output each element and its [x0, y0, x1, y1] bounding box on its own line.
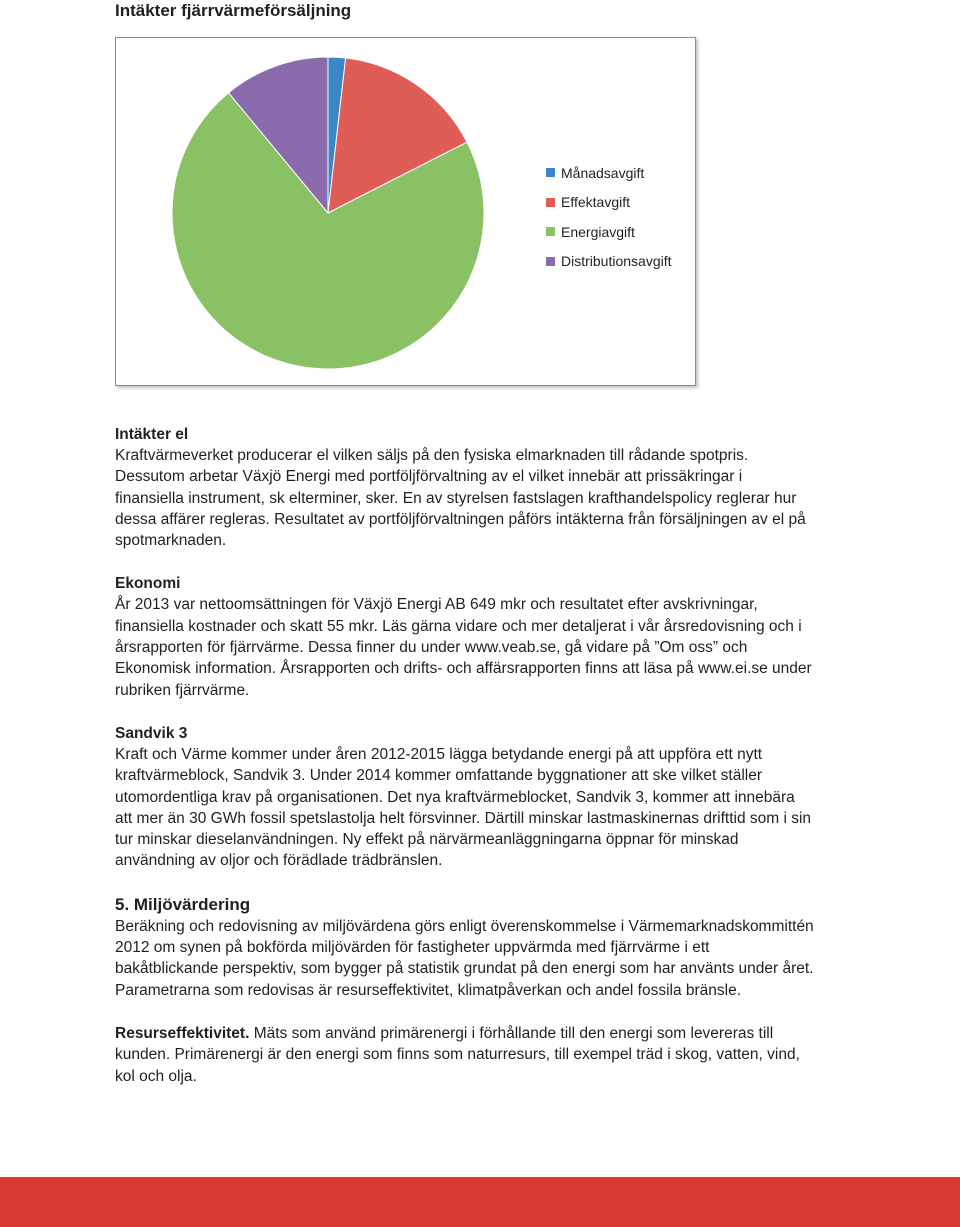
legend-label: Månadsavgift — [561, 164, 645, 181]
section-title: Intäkter el — [115, 426, 189, 443]
section-title: Sandvik 3 — [115, 724, 188, 742]
document-body — [115, 424, 815, 1109]
section-resurseffektivitet — [115, 1023, 815, 1087]
section-title: 5. Miljövärdering — [115, 894, 251, 914]
legend-item — [546, 158, 691, 188]
section-paragraph: Beräkning och redovisning av miljövärdena görs enligt överenskommelse i Värmemarknadskommittén 2012 om synen på bokförda miljövärden för fastigheter uppvärmda med fjärrvärme i ett bakåtblickande perspektiv, som bygger på statistik grundat på den energi som har använts under året. Parametrarna som redovisas är resurseffektivitet, klimatpåverkan och andel fossila bränsle. — [115, 917, 814, 999]
legend-swatch — [546, 198, 555, 207]
footer-bar — [0, 1177, 960, 1227]
paragraph-lead: Resurseffektivitet. — [115, 1024, 250, 1042]
section-paragraph — [115, 1023, 815, 1087]
legend-swatch — [546, 257, 555, 266]
legend-label: Energiavgift — [561, 223, 635, 240]
legend-item — [546, 247, 691, 277]
section-ekonomi — [115, 573, 815, 700]
legend-swatch — [546, 168, 555, 177]
page-heading: Intäkter fjärrvärmeförsäljning — [115, 1, 352, 20]
pie-chart-frame — [115, 37, 696, 386]
section-sandvik — [115, 723, 815, 872]
section-paragraph: Kraftvärmeverket producerar el vilken säljs på den fysiska elmarknaden till rådande spotpris. Dessutom arbetar Växjö Energi med portföljförvaltning av el vilket innebär att prissäkringar i finansiella instrument, sk elterminer, sker. En av styrelsen fastslagen krafthandelspolicy reglerar hur dessa affärer regleras. Resultatet av portföljförvaltningen påförs intäkterna från försäljningen av el på spotmarknaden. — [115, 447, 806, 550]
legend-label: Distributionsavgift — [561, 253, 672, 270]
chart-legend — [546, 158, 691, 276]
section-paragraph: Kraft och Värme kommer under åren 2012-2015 lägga betydande energi på att uppföra ett nytt kraftvärmeblock, Sandvik 3. Under 2014 kommer omfattande byggnationer att ske vilket ställer utomordentliga krav på organisationen. Det nya kraftvärmeblocket, Sandvik 3, kommer att innebära att mer än 30 GWh fossil spetslastolja helt försvinner. Därtill minskar lastmaskinernas drifttid som i sin tur minskar dieselanvändningen. Ny effekt på närvärmeanläggningarna öppnar för minskad användning av oljor och förädlade trädbränslen. — [115, 745, 812, 870]
legend-swatch — [546, 227, 555, 236]
legend-item — [546, 188, 691, 218]
section-miljovardering — [115, 894, 815, 1001]
section-title: Ekonomi — [115, 575, 181, 593]
legend-item — [546, 217, 691, 247]
section-intakter-el — [115, 424, 815, 551]
paragraph-text: Mäts som använd primärenergi i förhållande till den energi som levereras till kunden. Primärenergi är den energi som finns som naturresurs, till exempel träd i skog, vatten, vind, kol och olja. — [115, 1024, 800, 1085]
legend-label: Effektavgift — [561, 194, 631, 211]
section-paragraph: År 2013 var nettoomsättningen för Växjö Energi AB 649 mkr och resultatet efter avskrivningar, finansiella kostnader och skatt 55 mkr. Läs gärna vidare och mer detaljerat i vår årsredovisning och i årsrapporten för fjärrvärme. Dessa finner du under www.veab.se, gå vidare på ”Om oss” och Ekonomisk information. Årsrapporten och drifts- och affärsrapporten finns att läsa på www.ei.se under rubriken fjärrvärme. — [115, 596, 812, 699]
